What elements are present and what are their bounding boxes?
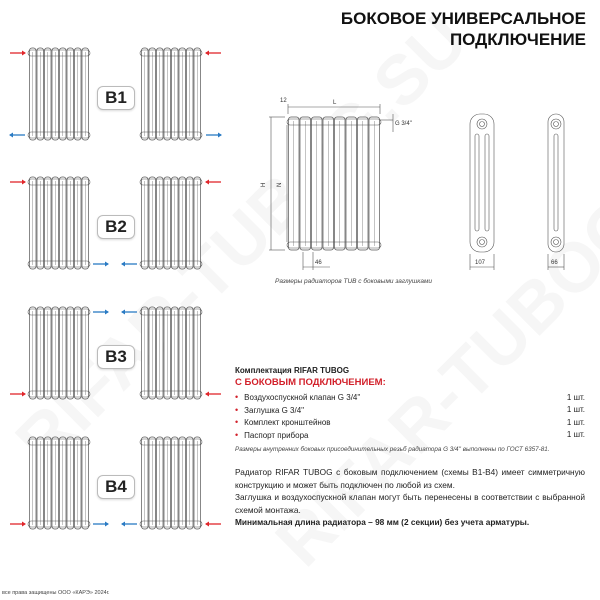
dim-L: L	[333, 100, 337, 106]
kit-item-name-wrap	[235, 405, 304, 415]
kit-subheading: С БОКОВЫМ ПОДКЛЮЧЕНИЕМ:	[235, 377, 386, 388]
scheme-b2	[0, 172, 230, 282]
dim-G: G 3/4''	[395, 121, 412, 127]
copyright: все права защищены ООО «КАРЭ» 2024г.	[2, 590, 110, 596]
kit-item-name: Паспорт прибора	[244, 430, 309, 440]
drawing-caption: Размеры радиаторов TUB с боковыми заглушками	[275, 278, 433, 285]
scheme-label: B3	[97, 345, 135, 369]
return-arrow-icon	[93, 262, 109, 267]
kit-note: Размеры внутренних боковых присоединительных резьб радиатора G 3/4'' выполнены по ГОСТ 6357-81.	[235, 446, 550, 453]
kit-item	[235, 429, 585, 442]
return-arrow-icon	[9, 133, 25, 138]
radiator-left	[28, 437, 90, 529]
scheme-label: B4	[97, 475, 135, 499]
bullet-icon: •	[235, 417, 239, 428]
scheme-label: B2	[97, 215, 135, 239]
supply-arrow-icon	[205, 522, 221, 527]
kit-item-qty: 1 шт.	[566, 417, 585, 427]
kit-item-name: Воздухоспускной клапан G 3/4''	[244, 393, 361, 403]
scheme-label: B1	[97, 86, 135, 110]
kit-item-qty: 1 шт.	[566, 392, 585, 402]
kit-item-name-wrap	[235, 417, 331, 427]
title-line-1: БОКОВОЕ УНИВЕРСАЛЬНОЕ	[340, 9, 586, 28]
return-arrow-icon	[121, 522, 137, 527]
supply-arrow-icon	[10, 51, 26, 56]
kit-section	[235, 366, 585, 453]
supply-arrow-icon	[10, 392, 26, 397]
kit-list	[235, 391, 585, 441]
kit-item-name-wrap	[235, 430, 308, 440]
title-line-2: ПОДКЛЮЧЕНИЕ	[449, 30, 586, 49]
radiator-dimension-drawing	[255, 92, 600, 277]
dim-66: 66	[551, 260, 558, 266]
return-arrow-icon	[121, 262, 137, 267]
description-p2: Заглушка и воздухоспускной клапан могут быть перенесены в соответствии с выбранной схемой монтажа.	[235, 492, 585, 515]
kit-item-name: Заглушка G 3/4''	[244, 405, 305, 415]
return-arrow-icon	[93, 522, 109, 527]
kit-item	[235, 391, 585, 404]
kit-heading: Комплектация RIFAR TUBOG	[235, 366, 350, 375]
supply-arrow-icon	[205, 51, 221, 56]
kit-item	[235, 404, 585, 417]
return-arrow-icon	[93, 310, 109, 315]
description-p3: Минимальная длина радиатора – 98 мм (2 секции) без учета арматуры.	[235, 517, 530, 527]
supply-arrow-icon	[205, 392, 221, 397]
dim-N: N	[277, 182, 283, 187]
bullet-icon: •	[235, 404, 239, 415]
scheme-b4	[0, 432, 230, 542]
radiator-right	[140, 437, 202, 529]
bullet-icon: •	[235, 392, 239, 403]
supply-arrow-icon	[10, 180, 26, 185]
supply-arrow-icon	[10, 522, 26, 527]
description	[235, 466, 585, 529]
return-arrow-icon	[206, 133, 222, 138]
dim-12: 12	[280, 98, 287, 104]
scheme-b1	[0, 43, 230, 153]
dim-46: 46	[315, 260, 322, 266]
dim-107: 107	[475, 260, 486, 266]
return-arrow-icon	[121, 310, 137, 315]
bullet-icon: •	[235, 429, 239, 440]
dim-H: H	[261, 182, 267, 187]
kit-item	[235, 416, 585, 429]
kit-item-qty: 1 шт.	[566, 405, 585, 415]
radiator-right	[140, 307, 202, 399]
radiator-left	[28, 177, 90, 269]
kit-item-qty: 1 шт.	[566, 430, 585, 440]
radiator-right	[140, 48, 202, 140]
description-p1: Радиатор RIFAR TUBOG с боковым подключением (схемы В1-В4) имеет симметричную конструкцию и может быть подключен по любой из схем.	[235, 467, 585, 490]
radiator-right	[140, 177, 202, 269]
kit-item-name-wrap	[235, 392, 360, 402]
radiator-left	[28, 307, 90, 399]
radiator-left	[28, 48, 90, 140]
scheme-b3	[0, 302, 230, 412]
supply-arrow-icon	[205, 180, 221, 185]
page-title	[341, 8, 586, 50]
kit-item-name: Комплект кронштейнов	[244, 418, 331, 428]
